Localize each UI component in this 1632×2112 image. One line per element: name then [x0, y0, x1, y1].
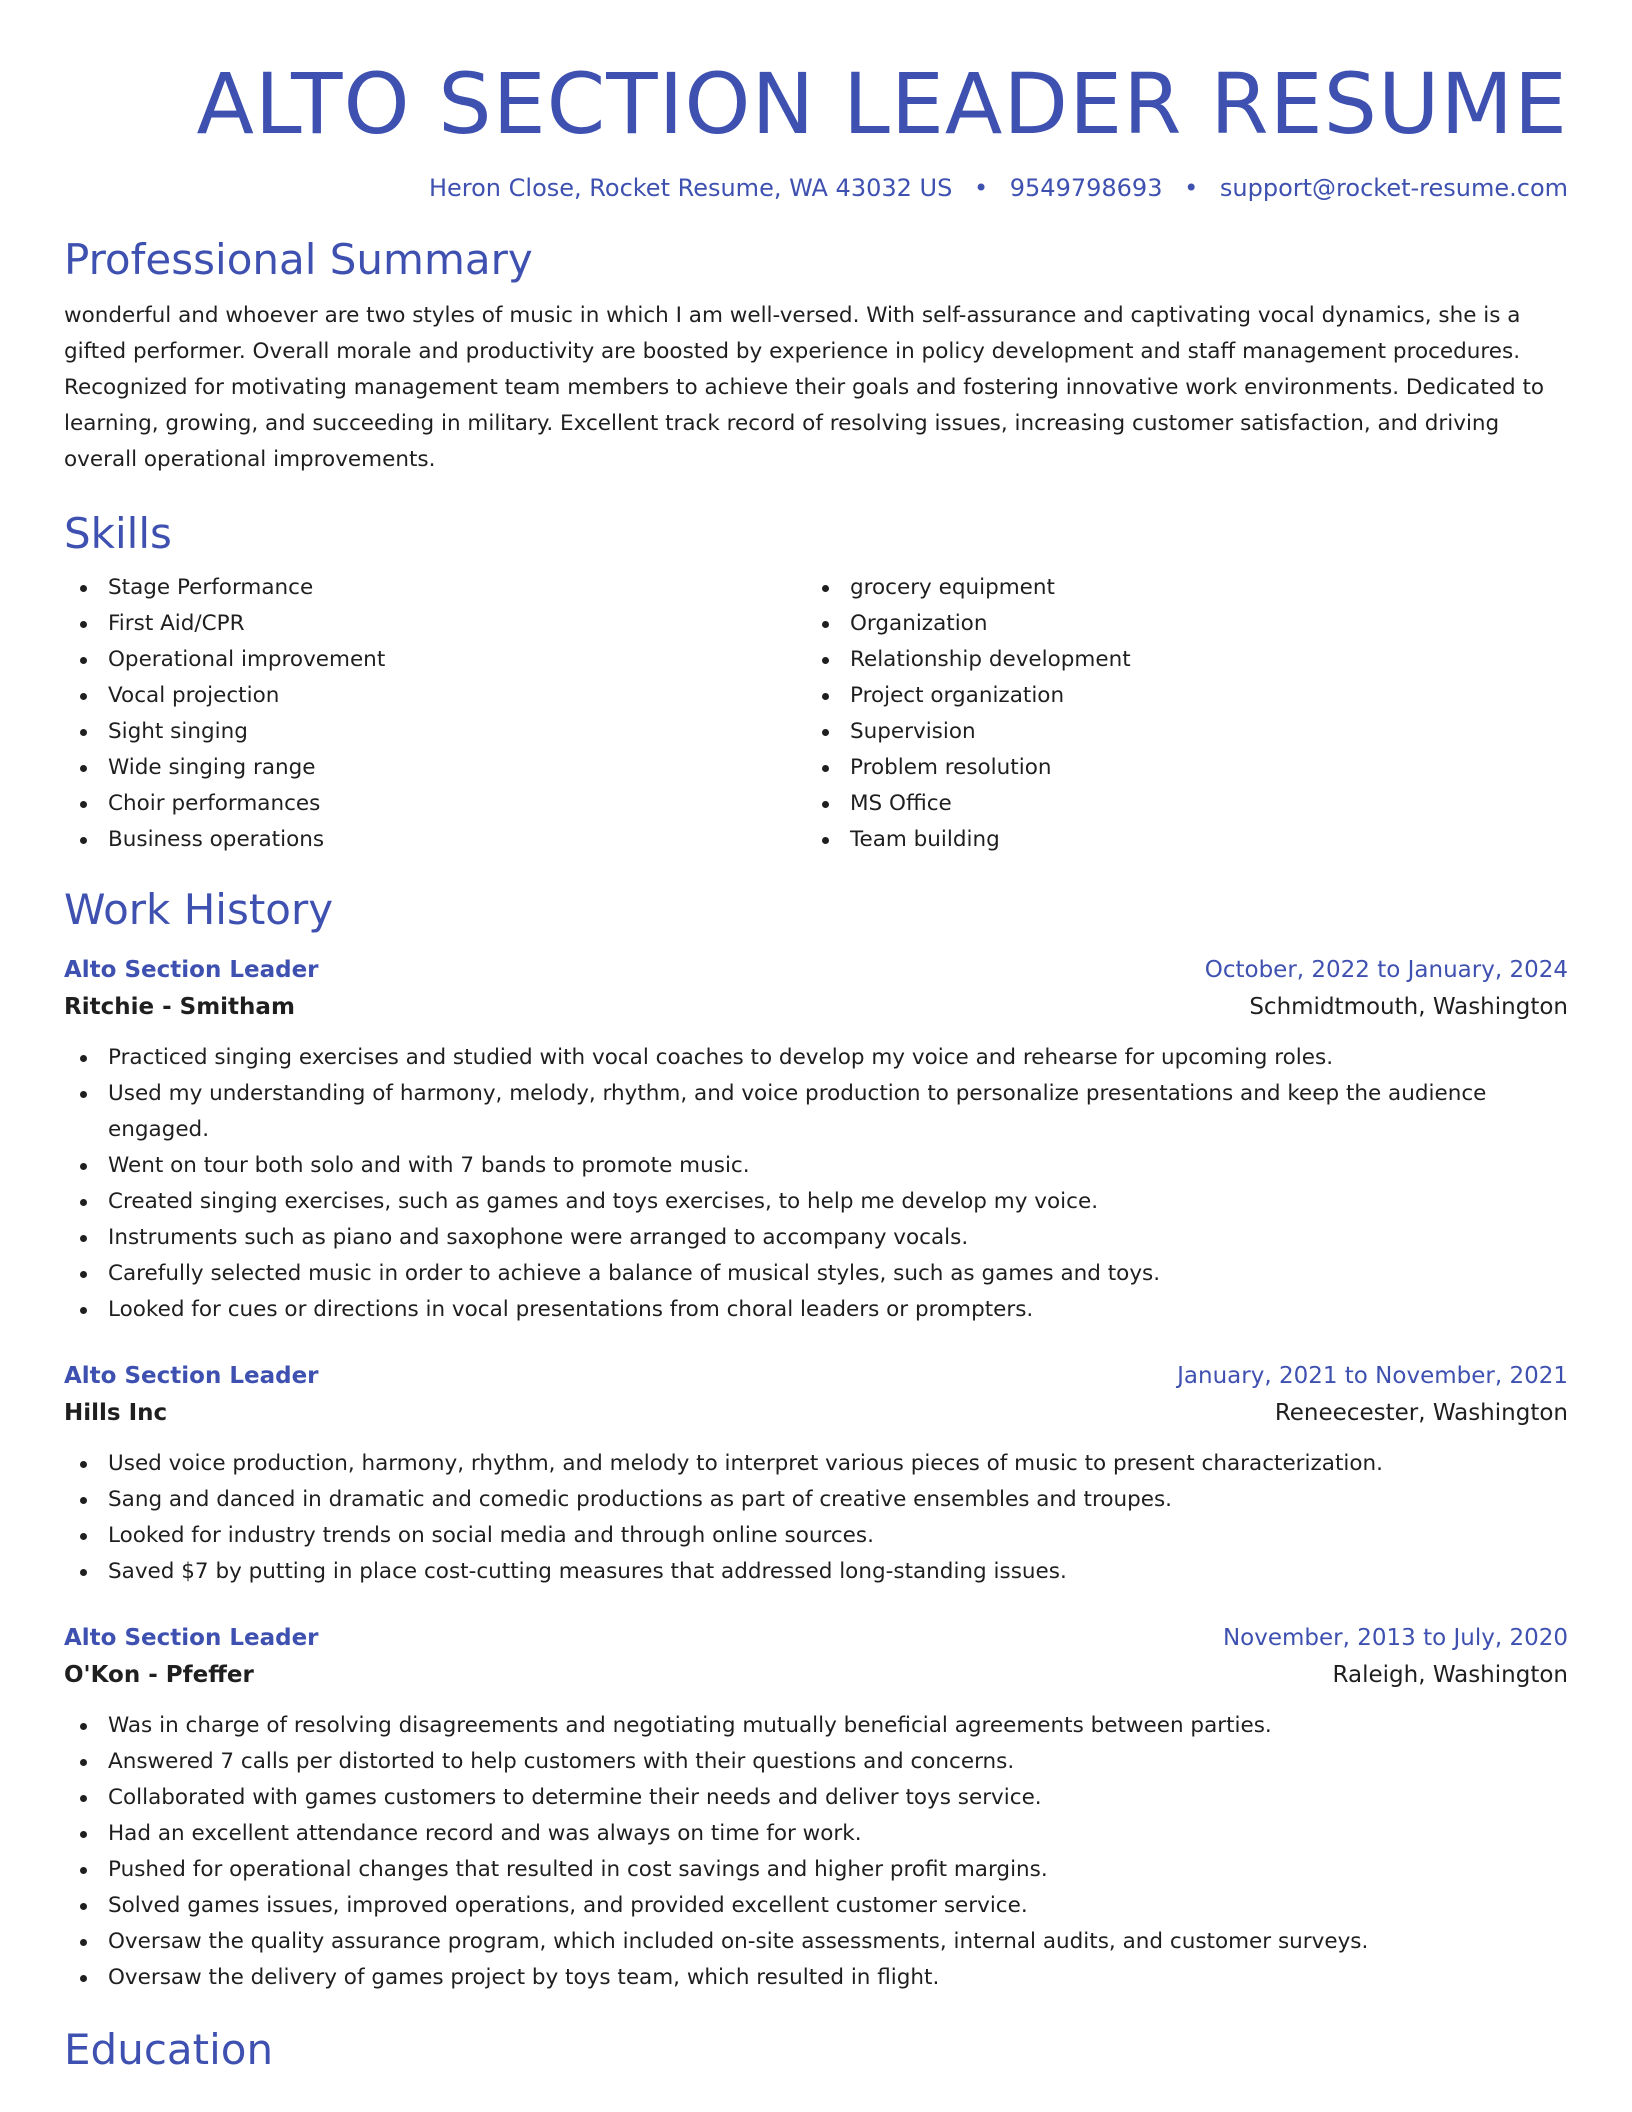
job-bullet: Saved $7 by putting in place cost-cutting measures that addressed long-standing issues. [64, 1554, 1568, 1590]
job-bullet: Sang and danced in dramatic and comedic productions as part of creative ensembles and troupes. [64, 1482, 1568, 1518]
skill-item: Choir performances [64, 786, 806, 822]
job-bullet: Answered 7 calls per distorted to help customers with their questions and concerns. [64, 1744, 1568, 1780]
job-bullet: Went on tour both solo and with 7 bands to promote music. [64, 1148, 1568, 1184]
skill-item: Vocal projection [64, 678, 806, 714]
skills-column-left [64, 570, 806, 858]
job-bullet: Pushed for operational changes that resulted in cost savings and higher profit margins. [64, 1852, 1568, 1888]
job-company: O'Kon - Pfeffer [64, 1662, 254, 1688]
job-bullet: Was in charge of resolving disagreements and negotiating mutually beneficial agreements between parties. [64, 1708, 1568, 1744]
contact-separator: • [1184, 174, 1199, 202]
skill-item: Business operations [64, 822, 806, 858]
resume-title: ALTO SECTION LEADER RESUME [196, 55, 1568, 153]
job-bullet: Instruments such as piano and saxophone were arranged to accompany vocals. [64, 1220, 1568, 1256]
skill-item: Stage Performance [64, 570, 806, 606]
skill-item: Wide singing range [64, 750, 806, 786]
job-header-row [64, 1620, 1568, 1656]
job-bullet: Oversaw the delivery of games project by toys team, which resulted in flight. [64, 1960, 1568, 1996]
job-title: Alto Section Leader [64, 957, 319, 983]
skill-item: Supervision [806, 714, 1548, 750]
job-location: Raleigh, Washington [1332, 1662, 1568, 1688]
job-bullet: Practiced singing exercises and studied with vocal coaches to develop my voice and rehearse for upcoming roles. [64, 1040, 1568, 1076]
job-bullets [64, 1708, 1568, 1996]
job-company-row [64, 988, 1568, 1026]
education-heading: Education [64, 2025, 274, 2074]
job-title: Alto Section Leader [64, 1625, 319, 1651]
job-dates: October, 2022 to January, 2024 [1204, 957, 1568, 983]
job-bullet: Created singing exercises, such as games and toys exercises, to help me develop my voice. [64, 1184, 1568, 1220]
skill-item: MS Office [806, 786, 1548, 822]
job-bullet: Looked for cues or directions in vocal presentations from choral leaders or prompters. [64, 1292, 1568, 1328]
skill-item: Sight singing [64, 714, 806, 750]
job-entry [64, 952, 1568, 1328]
skills-column-right [806, 570, 1548, 858]
job-location: Schmidtmouth, Washington [1249, 994, 1568, 1020]
contact-line [64, 172, 1568, 204]
job-bullet: Solved games issues, improved operations, and provided excellent customer service. [64, 1888, 1568, 1924]
skills-heading: Skills [64, 509, 172, 558]
job-header-row [64, 952, 1568, 988]
job-bullet: Used voice production, harmony, rhythm, and melody to interpret various pieces of music to present characterization. [64, 1446, 1568, 1482]
skill-item: Problem resolution [806, 750, 1548, 786]
contact-address: Heron Close, Rocket Resume, WA 43032 US [428, 174, 953, 202]
job-company: Ritchie - Smitham [64, 994, 295, 1020]
skills-list [64, 570, 1568, 858]
job-bullets [64, 1446, 1568, 1590]
skill-item: Relationship development [806, 642, 1548, 678]
job-entry [64, 1358, 1568, 1590]
job-bullet: Used my understanding of harmony, melody, rhythm, and voice production to personalize presentations and keep the audience engaged. [64, 1076, 1568, 1148]
job-bullet: Carefully selected music in order to achieve a balance of musical styles, such as games and toys. [64, 1256, 1568, 1292]
skill-item: Operational improvement [64, 642, 806, 678]
skill-item: Team building [806, 822, 1548, 858]
job-bullets [64, 1040, 1568, 1328]
job-company: Hills Inc [64, 1400, 168, 1426]
summary-heading: Professional Summary [64, 235, 533, 284]
job-location: Reneecester, Washington [1274, 1400, 1568, 1426]
job-bullet: Oversaw the quality assurance program, which included on-site assessments, internal audits, and customer surveys. [64, 1924, 1568, 1960]
job-header-row [64, 1358, 1568, 1394]
job-bullet: Had an excellent attendance record and was always on time for work. [64, 1816, 1568, 1852]
contact-phone: 9549798693 [1009, 174, 1163, 202]
skill-item: First Aid/CPR [64, 606, 806, 642]
job-dates: November, 2013 to July, 2020 [1222, 1625, 1568, 1651]
skill-item: Organization [806, 606, 1548, 642]
job-company-row [64, 1394, 1568, 1432]
job-dates: January, 2021 to November, 2021 [1177, 1363, 1568, 1389]
job-title: Alto Section Leader [64, 1363, 319, 1389]
job-bullet: Looked for industry trends on social media and through online sources. [64, 1518, 1568, 1554]
job-bullet: Collaborated with games customers to determine their needs and deliver toys service. [64, 1780, 1568, 1816]
work-history-heading: Work History [64, 885, 334, 934]
contact-separator: • [973, 174, 989, 202]
contact-email: support@rocket-resume.com [1219, 174, 1568, 202]
skill-item: Project organization [806, 678, 1548, 714]
resume-page [64, 0, 1568, 2076]
summary-text: wonderful and whoever are two styles of music in which I am well-versed. With self-assurance and captivating vocal dynamics, she is a gifted performer. Overall morale and productivity are boosted by experience in policy development and staff management procedures. Recognized for motivating management team members to achieve their goals and fostering innovative work environments. Dedicated to learning, growing, and succeeding in military. Excellent track record of resolving issues, increasing customer satisfaction, and driving overall operational improvements. [64, 303, 1545, 472]
job-company-row [64, 1656, 1568, 1694]
skill-item: grocery equipment [806, 570, 1548, 606]
job-entry [64, 1620, 1568, 1996]
